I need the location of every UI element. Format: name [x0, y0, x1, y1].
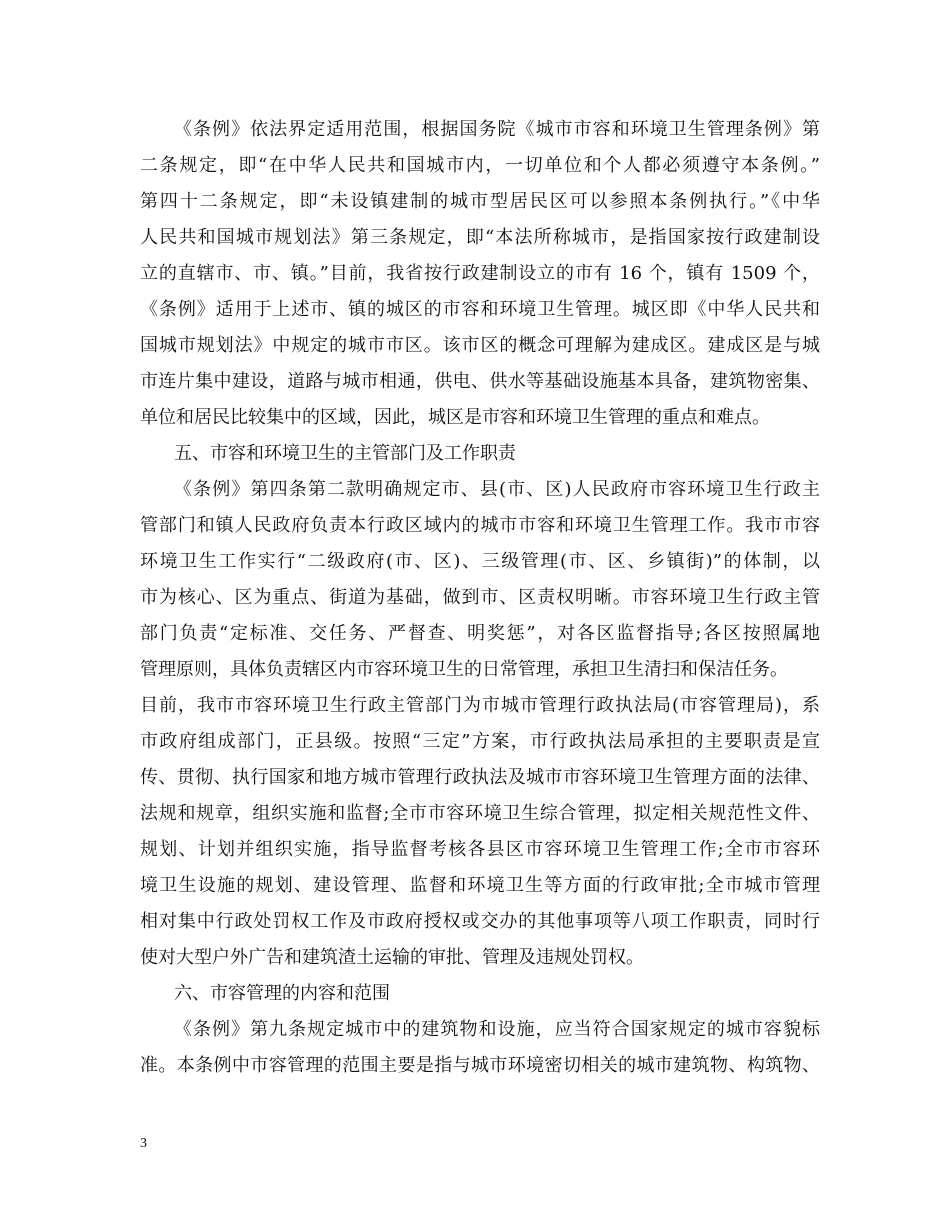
paragraph-line: 境卫生设施的规划、建设管理、监督和环境卫生等方面的行政审批;全市城市管理 — [140, 875, 820, 896]
paragraph-line: 目前，我市市容环境卫生行政主管部门为市城市管理行政执法局(市容管理局)，系 — [140, 695, 820, 716]
paragraph-line: 市连片集中建设，道路与城市相通，供电、供水等基础设施基本具备，建筑物密集、 — [140, 371, 820, 392]
paragraph-line: 管理原则，具体负责辖区内市容环境卫生的日常管理，承担卫生清扫和保洁任务。 — [140, 659, 788, 680]
paragraph-line: 《条例》第九条规定城市中的建筑物和设施，应当符合国家规定的城市容貌标 — [174, 1019, 820, 1040]
paragraph-line: 《条例》第四条第二款明确规定市、县(市、区)人民政府市容环境卫生行政主 — [174, 479, 820, 500]
paragraph-line: 环境卫生工作实行“二级政府(市、区)、三级管理(市、区、乡镇街)”的体制，以 — [140, 551, 820, 572]
paragraph-line: 立的直辖市、市、镇。”目前，我省按行政建制设立的市有 16 个，镇有 1509 个， — [140, 263, 820, 284]
paragraph-line: 部门负责“定标准、交任务、严督查、明奖惩”，对各区监督指导;各区按照属地 — [140, 623, 820, 644]
section-heading: 五、市容和环境卫生的主管部门及工作职责 — [174, 443, 516, 464]
paragraph-line: 《条例》依法界定适用范围，根据国务院《城市市容和环境卫生管理条例》第 — [174, 119, 820, 140]
paragraph-line: 准。本条例中市容管理的范围主要是指与城市环境密切相关的城市建筑物、构筑物、 — [140, 1055, 820, 1076]
paragraph-line: 单位和居民比较集中的区域，因此，城区是市容和环境卫生管理的重点和难点。 — [140, 407, 770, 428]
section-heading: 六、市容管理的内容和范围 — [174, 983, 390, 1004]
paragraph-line: 二条规定，即“在中华人民共和国城市内，一切单位和个人都必须遵守本条例。” — [140, 155, 820, 176]
paragraph-line: 规划、计划并组织实施，指导监督考核各县区市容环境卫生管理工作;全市市容环 — [140, 839, 820, 860]
paragraph-line: 第四十二条规定，即“未设镇建制的城市型居民区可以参照本条例执行。”《中华 — [140, 191, 820, 212]
paragraph-line: 法规和规章，组织实施和监督;全市市容环境卫生综合管理，拟定相关规范性文件、 — [140, 803, 820, 824]
paragraph-line: 相对集中行政处罚权工作及市政府授权或交办的其他事项等八项工作职责，同时行 — [140, 911, 820, 932]
paragraph-line: 使对大型户外广告和建筑渣土运输的审批、管理及违规处罚权。 — [140, 947, 644, 968]
paragraph-line: 《条例》适用于上述市、镇的城区的市容和环境卫生管理。城区即《中华人民共和 — [140, 299, 820, 320]
paragraph-line: 管部门和镇人民政府负责本行政区域内的城市市容和环境卫生管理工作。我市市容 — [140, 515, 820, 536]
paragraph-line: 市政府组成部门，正县级。按照“三定”方案，市行政执法局承担的主要职责是宣 — [140, 731, 820, 752]
document-body — [140, 112, 820, 1084]
page-number: 3 — [140, 1136, 147, 1151]
paragraph-line: 市为核心、区为重点、街道为基础，做到市、区责权明晰。市容环境卫生行政主管 — [140, 587, 820, 608]
paragraph-line: 传、贯彻、执行国家和地方城市管理行政执法及城市市容环境卫生管理方面的法律、 — [140, 767, 820, 788]
paragraph-line: 国城市规划法》中规定的城市市区。该市区的概念可理解为建成区。建成区是与城 — [140, 335, 820, 356]
paragraph-line: 人民共和国城市规划法》第三条规定，即“本法所称城市，是指国家按行政建制设 — [140, 227, 820, 248]
